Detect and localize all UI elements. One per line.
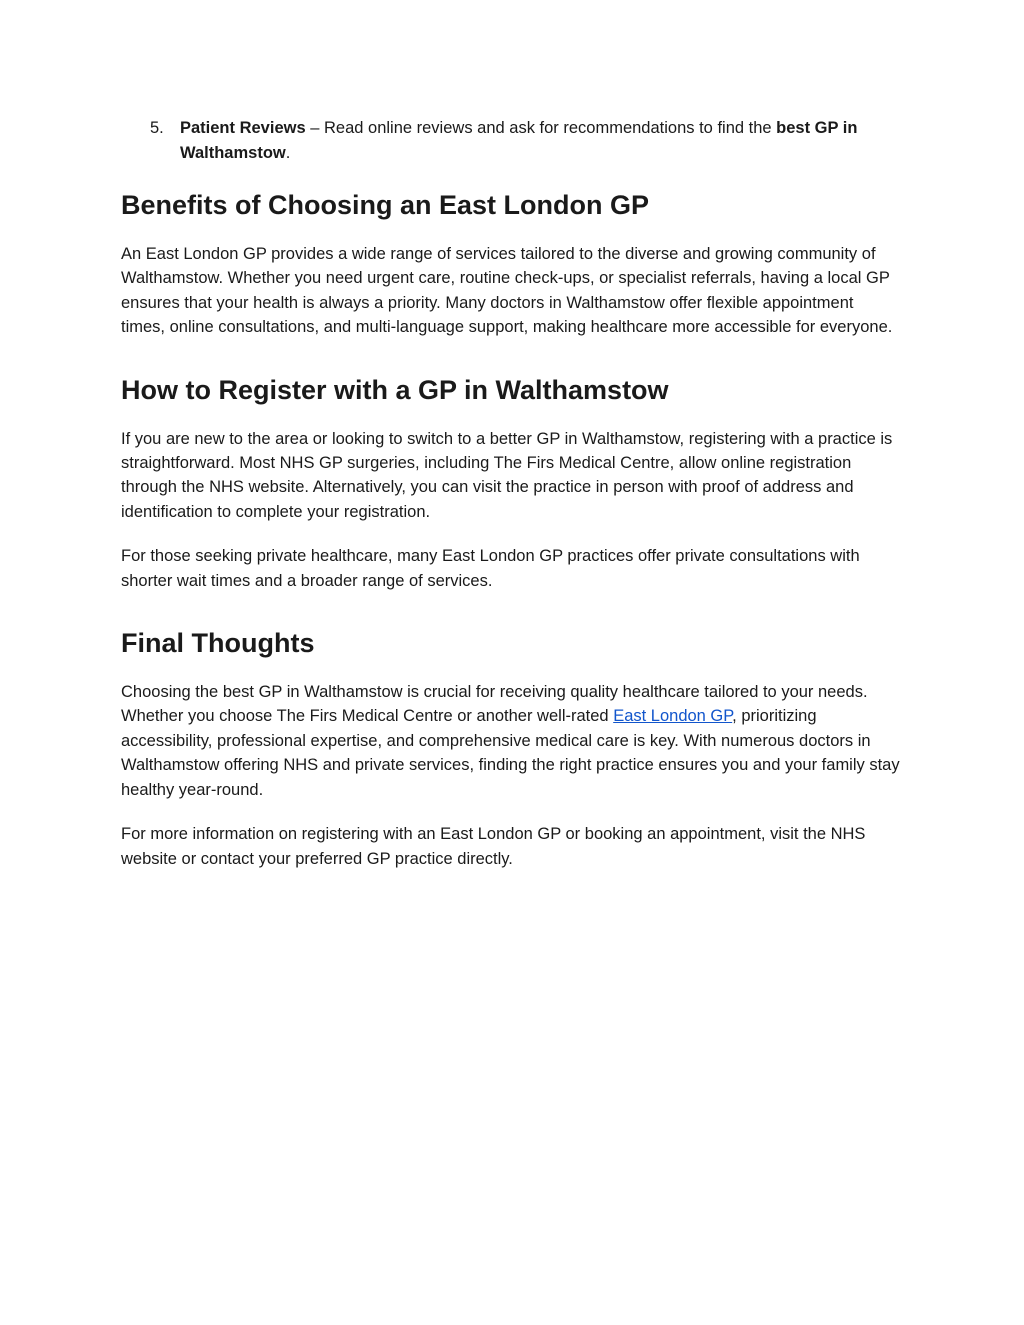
list-item-bold-tail: best GP in Walthamstow [180, 119, 858, 162]
list-item-title: Patient Reviews [180, 119, 306, 137]
paragraph-register-2: For those seeking private healthcare, many East London GP practices offer private consultations with shorter wait times and a broader range of services. [121, 547, 860, 590]
paragraph-benefits: An East London GP provides a wide range of services tailored to the diverse and growing community of Walthamstow. Whether you need urgent care, routine check-ups, or specialist referrals, having a local GP ensures that your health is always a priority. Many doctors in Walthamstow offer flexible appointment times, online consultations, and multi-language support, making healthcare more accessible for everyone. [121, 245, 893, 337]
paragraph-final-1 [121, 680, 901, 802]
paragraph-final-1-before: Choosing the best GP in Walthamstow is crucial for receiving quality healthcare tailored to your needs. Whether you choose The Firs Medical Centre or another well-rated [121, 683, 868, 726]
document-page [121, 116, 901, 891]
heading-register: How to Register with a GP in Walthamstow [121, 374, 669, 405]
list-item-end: . [285, 143, 291, 162]
list-number: 5. [150, 119, 164, 137]
list-item-patient-reviews [121, 116, 901, 165]
paragraph-final-2: For more information on registering with an East London GP or booking an appointment, visit the NHS website or contact your preferred GP practice directly. [121, 825, 866, 868]
list-item-text: – Read online reviews and ask for recommendations to find the [305, 119, 777, 137]
paragraph-register-1: If you are new to the area or looking to switch to a better GP in Walthamstow, registering with a practice is straightforward. Most NHS GP surgeries, including The Firs Medical Centre, allow online registration through the NHS website. Alternatively, you can visit the practice in person with proof of address and identification to complete your registration. [121, 429, 893, 521]
east-london-gp-link[interactable]: East London GP [613, 707, 733, 726]
paragraph-final-1-after: , prioritizing accessibility, professional expertise, and comprehensive medical care is key. With numerous doctors in Walthamstow offering NHS and private services, finding the right practice ensures you and your family stay healthy year-round. [121, 707, 900, 799]
heading-benefits: Benefits of Choosing an East London GP [121, 190, 650, 220]
heading-final-thoughts: Final Thoughts [121, 628, 315, 659]
